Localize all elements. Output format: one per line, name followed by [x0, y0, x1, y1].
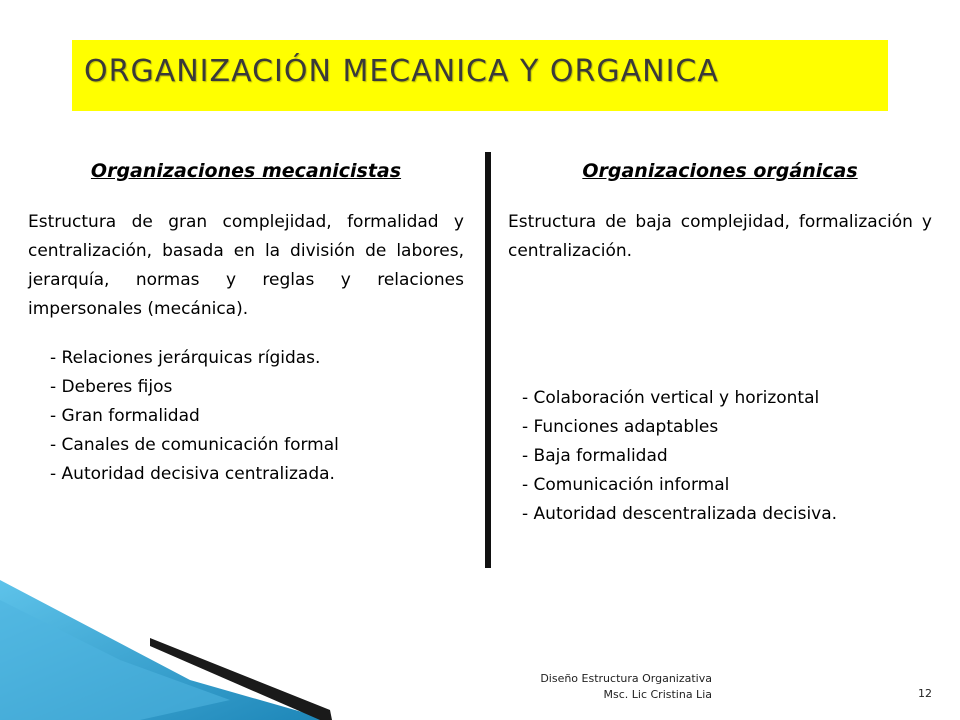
list-item: - Autoridad descentralizada decisiva. [522, 504, 838, 524]
list-item: - Gran formalidad [50, 406, 200, 426]
mechanistic-description: Estructura de gran complejidad, formalidad y centralización, basada en la división de labores, jerarquía, normas y reglas y relaciones impersonales (mecánica). [28, 212, 464, 319]
column-divider [485, 152, 491, 568]
page-number: 12 [918, 687, 932, 700]
list-item: - Colaboración vertical y horizontal [522, 388, 820, 408]
organic-heading: Organizaciones orgánicas [582, 160, 858, 182]
decorative-swoosh [0, 560, 400, 720]
list-item: - Relaciones jerárquicas rígidas. [50, 348, 321, 368]
list-item: - Comunicación informal [522, 475, 730, 495]
organic-column [508, 160, 932, 524]
footer-credits [480, 671, 712, 703]
footer-line-author: Msc. Lic Cristina Lia [603, 688, 712, 701]
footer-line-course: Diseño Estructura Organizativa [540, 672, 712, 685]
mechanistic-column [28, 160, 464, 489]
mechanistic-list [50, 344, 464, 489]
title-banner [72, 40, 888, 111]
list-item: - Funciones adaptables [522, 417, 719, 437]
list-item: - Autoridad decisiva centralizada. [50, 464, 335, 484]
mechanistic-heading: Organizaciones mecanicistas [90, 160, 402, 182]
slide-title: ORGANIZACIÓN MECANICA Y ORGANICA [84, 54, 719, 89]
list-item: - Canales de comunicación formal [50, 435, 339, 455]
organic-description: Estructura de baja complejidad, formalización y centralización. [508, 212, 932, 261]
list-item: - Deberes fijos [50, 377, 173, 397]
organic-list [522, 384, 837, 529]
list-item: - Baja formalidad [522, 446, 668, 466]
